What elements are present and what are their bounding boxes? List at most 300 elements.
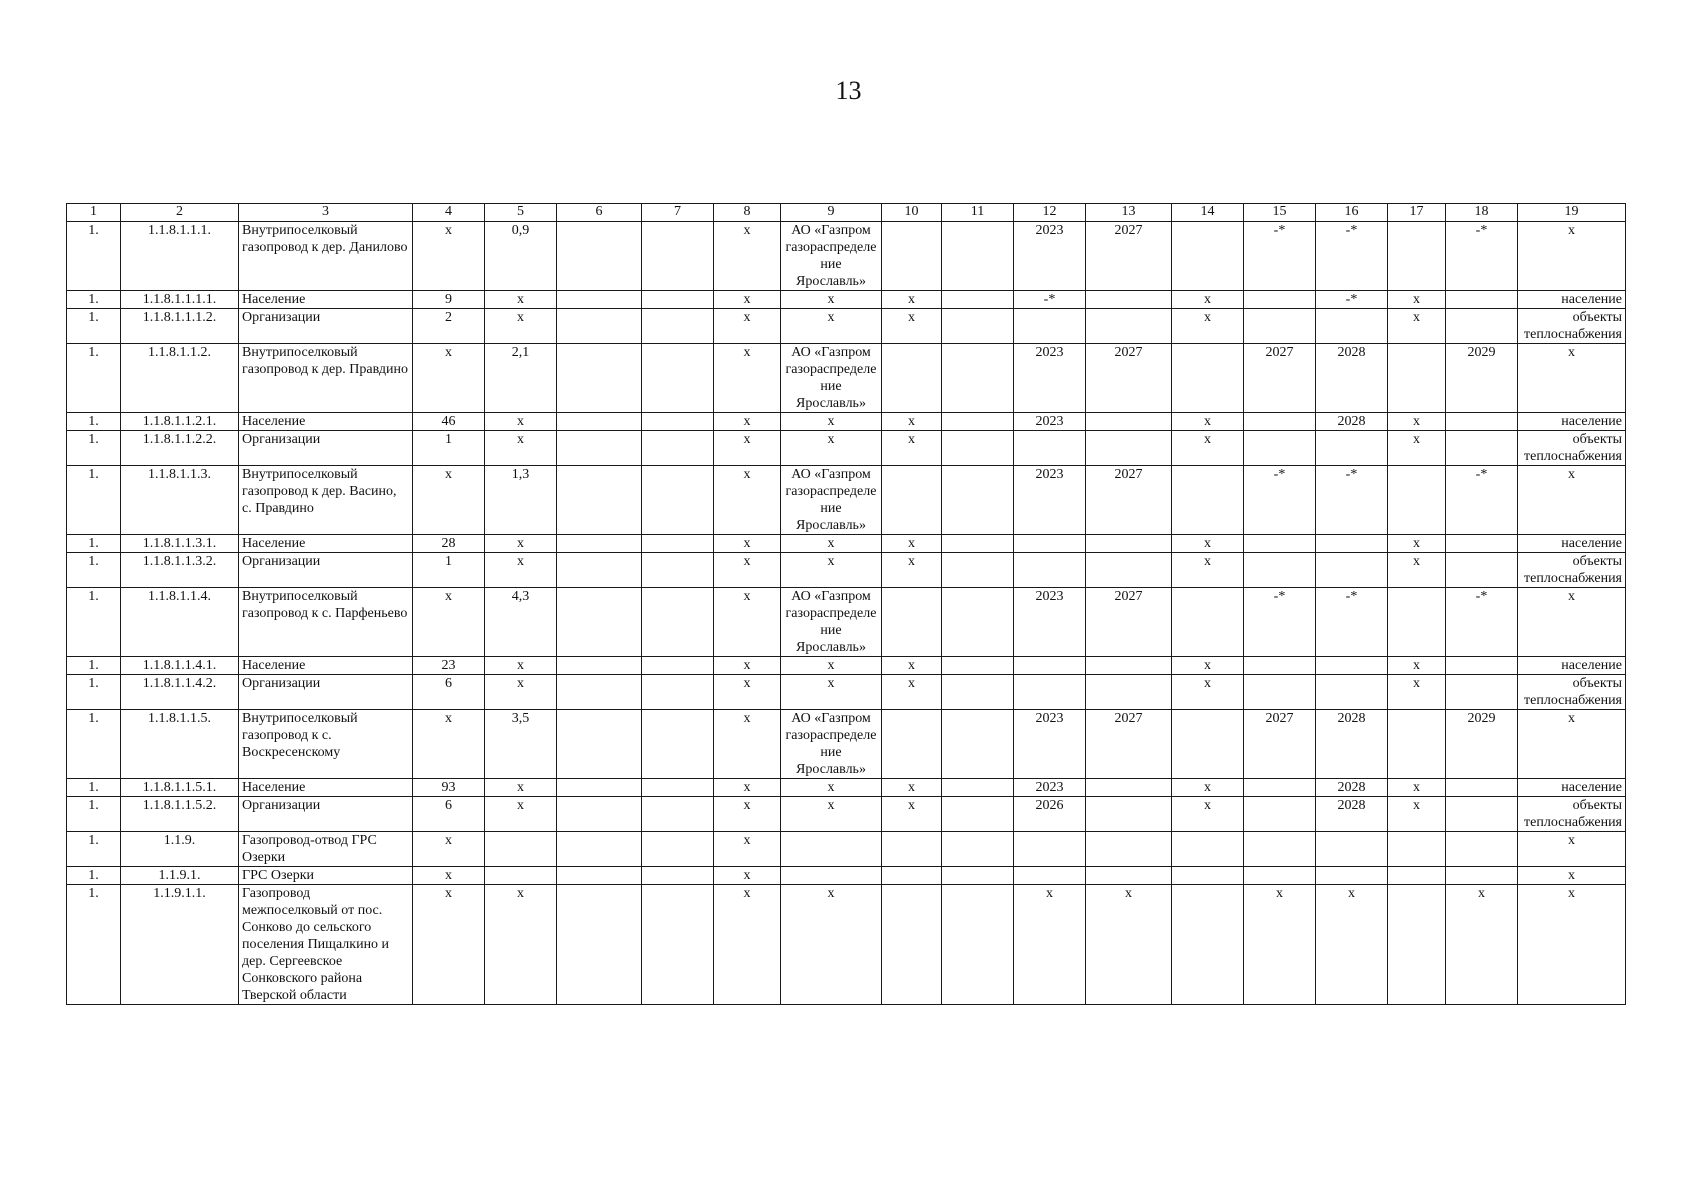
cell-col-18: 2029 — [1446, 344, 1518, 413]
cell-quantity: х — [413, 588, 485, 657]
cell-col-6 — [557, 466, 642, 535]
cell-col-18 — [1446, 832, 1518, 867]
cell-length: х — [485, 797, 557, 832]
cell-col-15: -* — [1244, 466, 1316, 535]
header-cell-18: 18 — [1446, 204, 1518, 222]
cell-col-10: х — [882, 309, 942, 344]
table-row — [67, 779, 1626, 797]
cell-col-14 — [1172, 885, 1244, 1005]
cell-col-14: х — [1172, 657, 1244, 675]
cell-organization: АО «Газпром газораспределение Ярославль» — [781, 466, 882, 535]
cell-col-13 — [1086, 431, 1172, 466]
cell-object-name: Организации — [239, 675, 413, 710]
cell-col-10: х — [882, 431, 942, 466]
cell-col-13 — [1086, 657, 1172, 675]
table-row — [67, 413, 1626, 431]
cell-col-12 — [1014, 832, 1086, 867]
cell-col-13: 2027 — [1086, 710, 1172, 779]
cell-col-12: 2026 — [1014, 797, 1086, 832]
cell-col-8: х — [714, 431, 781, 466]
cell-purpose: объекты теплоснабжения — [1518, 309, 1626, 344]
cell-col-18 — [1446, 535, 1518, 553]
cell-length: х — [485, 657, 557, 675]
cell-quantity: х — [413, 867, 485, 885]
cell-organization: х — [781, 535, 882, 553]
cell-col-13 — [1086, 675, 1172, 710]
cell-col-8: х — [714, 797, 781, 832]
cell-col-18 — [1446, 779, 1518, 797]
cell-col-12: 2023 — [1014, 588, 1086, 657]
cell-purpose: х — [1518, 867, 1626, 885]
header-cell-19: 19 — [1518, 204, 1626, 222]
cell-col-6 — [557, 553, 642, 588]
header-cell-1: 1 — [67, 204, 121, 222]
cell-col-16: х — [1316, 885, 1388, 1005]
cell-col-8: х — [714, 413, 781, 431]
cell-col-7 — [642, 466, 714, 535]
cell-col-7 — [642, 779, 714, 797]
cell-col-8: х — [714, 710, 781, 779]
cell-object-name: Внутрипоселковый газопровод к дер. Васино, с. Правдино — [239, 466, 413, 535]
cell-col-11 — [942, 885, 1014, 1005]
cell-col-15: -* — [1244, 588, 1316, 657]
table-row — [67, 466, 1626, 535]
cell-col-13 — [1086, 535, 1172, 553]
cell-length: х — [485, 431, 557, 466]
header-cell-14: 14 — [1172, 204, 1244, 222]
cell-organization: АО «Газпром газораспределение Ярославль» — [781, 344, 882, 413]
cell-col-12 — [1014, 309, 1086, 344]
page-number: 13 — [835, 76, 862, 105]
cell-col-7 — [642, 885, 714, 1005]
cell-col-12 — [1014, 867, 1086, 885]
header-cell-3: 3 — [239, 204, 413, 222]
header-cell-9: 9 — [781, 204, 882, 222]
cell-col-16 — [1316, 867, 1388, 885]
cell-organization: АО «Газпром газораспределение Ярославль» — [781, 710, 882, 779]
cell-col-18 — [1446, 797, 1518, 832]
header-cell-12: 12 — [1014, 204, 1086, 222]
cell-row-num: 1. — [67, 413, 121, 431]
cell-col-14: х — [1172, 553, 1244, 588]
cell-length — [485, 867, 557, 885]
table-row — [67, 291, 1626, 309]
cell-col-11 — [942, 588, 1014, 657]
cell-col-16: 2028 — [1316, 710, 1388, 779]
cell-col-18 — [1446, 867, 1518, 885]
table-row — [67, 867, 1626, 885]
cell-col-18: 2029 — [1446, 710, 1518, 779]
cell-col-13: 2027 — [1086, 344, 1172, 413]
cell-col-14 — [1172, 466, 1244, 535]
cell-col-10 — [882, 885, 942, 1005]
cell-col-17: х — [1388, 797, 1446, 832]
cell-col-7 — [642, 291, 714, 309]
cell-quantity: 6 — [413, 675, 485, 710]
cell-col-18: -* — [1446, 466, 1518, 535]
cell-col-14: х — [1172, 535, 1244, 553]
cell-row-num: 1. — [67, 291, 121, 309]
cell-item-code: 1.1.8.1.1.5.1. — [121, 779, 239, 797]
cell-col-10 — [882, 588, 942, 657]
cell-col-7 — [642, 832, 714, 867]
cell-col-7 — [642, 588, 714, 657]
table-row — [67, 885, 1626, 1005]
cell-row-num: 1. — [67, 867, 121, 885]
cell-row-num: 1. — [67, 885, 121, 1005]
cell-length: 3,5 — [485, 710, 557, 779]
cell-length: х — [485, 779, 557, 797]
header-cell-16: 16 — [1316, 204, 1388, 222]
cell-col-16: -* — [1316, 588, 1388, 657]
cell-col-10 — [882, 466, 942, 535]
cell-col-10: х — [882, 779, 942, 797]
cell-col-16 — [1316, 535, 1388, 553]
cell-col-8: х — [714, 553, 781, 588]
cell-quantity: 46 — [413, 413, 485, 431]
cell-object-name: Внутрипоселковый газопровод к дер. Правдино — [239, 344, 413, 413]
cell-purpose: объекты теплоснабжения — [1518, 797, 1626, 832]
cell-row-num: 1. — [67, 535, 121, 553]
cell-purpose: х — [1518, 832, 1626, 867]
cell-quantity: х — [413, 710, 485, 779]
cell-object-name: Внутрипоселковый газопровод к с. Воскресенскому — [239, 710, 413, 779]
cell-item-code: 1.1.8.1.1.2.2. — [121, 431, 239, 466]
cell-col-8: х — [714, 309, 781, 344]
table-row — [67, 797, 1626, 832]
cell-purpose: х — [1518, 344, 1626, 413]
table-row — [67, 675, 1626, 710]
cell-col-14: х — [1172, 413, 1244, 431]
cell-length: х — [485, 309, 557, 344]
cell-col-15 — [1244, 291, 1316, 309]
cell-organization: АО «Газпром газораспределение Ярославль» — [781, 588, 882, 657]
cell-col-15 — [1244, 867, 1316, 885]
cell-col-7 — [642, 535, 714, 553]
cell-col-10 — [882, 710, 942, 779]
cell-col-16: 2028 — [1316, 779, 1388, 797]
cell-col-6 — [557, 832, 642, 867]
cell-col-12: 2023 — [1014, 710, 1086, 779]
cell-col-13 — [1086, 413, 1172, 431]
cell-col-6 — [557, 344, 642, 413]
cell-col-18 — [1446, 553, 1518, 588]
cell-col-10: х — [882, 413, 942, 431]
cell-organization: х — [781, 779, 882, 797]
cell-col-11 — [942, 466, 1014, 535]
cell-purpose: х — [1518, 466, 1626, 535]
cell-col-11 — [942, 779, 1014, 797]
cell-item-code: 1.1.8.1.1.2.1. — [121, 413, 239, 431]
cell-col-12 — [1014, 535, 1086, 553]
cell-col-12 — [1014, 431, 1086, 466]
cell-col-17 — [1388, 344, 1446, 413]
cell-purpose: население — [1518, 779, 1626, 797]
cell-col-17: х — [1388, 309, 1446, 344]
cell-col-10: х — [882, 553, 942, 588]
cell-col-15 — [1244, 431, 1316, 466]
cell-col-16: -* — [1316, 466, 1388, 535]
cell-col-13 — [1086, 291, 1172, 309]
cell-organization: х — [781, 413, 882, 431]
cell-length: 2,1 — [485, 344, 557, 413]
cell-col-11 — [942, 867, 1014, 885]
cell-organization: х — [781, 675, 882, 710]
cell-item-code: 1.1.9.1. — [121, 867, 239, 885]
cell-col-10 — [882, 867, 942, 885]
header-row — [67, 204, 1626, 222]
cell-row-num: 1. — [67, 710, 121, 779]
cell-row-num: 1. — [67, 222, 121, 291]
cell-col-11 — [942, 832, 1014, 867]
cell-col-11 — [942, 309, 1014, 344]
cell-col-6 — [557, 222, 642, 291]
cell-col-8: х — [714, 222, 781, 291]
cell-col-11 — [942, 291, 1014, 309]
cell-col-18: -* — [1446, 222, 1518, 291]
header-cell-2: 2 — [121, 204, 239, 222]
table-row — [67, 309, 1626, 344]
table-row — [67, 553, 1626, 588]
header-cell-13: 13 — [1086, 204, 1172, 222]
cell-item-code: 1.1.8.1.1.3.1. — [121, 535, 239, 553]
table-row — [67, 657, 1626, 675]
cell-length: х — [485, 535, 557, 553]
cell-col-12 — [1014, 657, 1086, 675]
cell-col-17: х — [1388, 779, 1446, 797]
cell-col-11 — [942, 710, 1014, 779]
cell-col-8: х — [714, 466, 781, 535]
cell-length: 1,3 — [485, 466, 557, 535]
cell-col-8: х — [714, 657, 781, 675]
cell-col-15 — [1244, 675, 1316, 710]
cell-quantity: х — [413, 885, 485, 1005]
cell-organization: х — [781, 309, 882, 344]
cell-col-14: х — [1172, 291, 1244, 309]
cell-col-16 — [1316, 553, 1388, 588]
table-row — [67, 710, 1626, 779]
cell-organization — [781, 867, 882, 885]
cell-col-12 — [1014, 553, 1086, 588]
cell-organization: х — [781, 553, 882, 588]
cell-object-name: Газопровод межпоселковый от пос. Сонково до сельского поселения Пищалкино и дер. Сергеевское Сонковского района Тверской области — [239, 885, 413, 1005]
cell-col-6 — [557, 797, 642, 832]
cell-purpose: население — [1518, 413, 1626, 431]
cell-col-13 — [1086, 832, 1172, 867]
cell-col-11 — [942, 675, 1014, 710]
cell-col-13 — [1086, 867, 1172, 885]
cell-col-15 — [1244, 309, 1316, 344]
cell-item-code: 1.1.8.1.1.1.2. — [121, 309, 239, 344]
cell-col-10: х — [882, 657, 942, 675]
cell-col-7 — [642, 344, 714, 413]
cell-col-11 — [942, 413, 1014, 431]
cell-col-6 — [557, 431, 642, 466]
cell-col-18 — [1446, 309, 1518, 344]
cell-col-17: х — [1388, 413, 1446, 431]
cell-col-7 — [642, 309, 714, 344]
cell-col-18 — [1446, 291, 1518, 309]
cell-col-16: -* — [1316, 291, 1388, 309]
cell-col-15: х — [1244, 885, 1316, 1005]
cell-col-17: х — [1388, 675, 1446, 710]
header-cell-5: 5 — [485, 204, 557, 222]
cell-quantity: х — [413, 344, 485, 413]
cell-quantity: х — [413, 832, 485, 867]
cell-col-16 — [1316, 657, 1388, 675]
data-table — [66, 203, 1626, 1005]
cell-object-name: Внутрипоселковый газопровод к с. Парфеньево — [239, 588, 413, 657]
cell-length: х — [485, 291, 557, 309]
cell-col-14: х — [1172, 431, 1244, 466]
cell-length: 0,9 — [485, 222, 557, 291]
cell-object-name: Организации — [239, 309, 413, 344]
cell-col-18 — [1446, 657, 1518, 675]
cell-col-10: х — [882, 797, 942, 832]
cell-col-17 — [1388, 588, 1446, 657]
cell-col-11 — [942, 344, 1014, 413]
cell-col-12: 2023 — [1014, 222, 1086, 291]
table-row — [67, 222, 1626, 291]
header-cell-4: 4 — [413, 204, 485, 222]
cell-col-14 — [1172, 588, 1244, 657]
cell-organization: х — [781, 431, 882, 466]
cell-col-12: -* — [1014, 291, 1086, 309]
cell-object-name: ГРС Озерки — [239, 867, 413, 885]
cell-col-12 — [1014, 675, 1086, 710]
cell-length: х — [485, 675, 557, 710]
cell-col-14 — [1172, 832, 1244, 867]
cell-col-8: х — [714, 344, 781, 413]
cell-col-8: х — [714, 535, 781, 553]
cell-organization: АО «Газпром газораспределение Ярославль» — [781, 222, 882, 291]
cell-item-code: 1.1.8.1.1.4. — [121, 588, 239, 657]
cell-col-17 — [1388, 885, 1446, 1005]
cell-quantity: 23 — [413, 657, 485, 675]
cell-col-8: х — [714, 588, 781, 657]
cell-quantity: х — [413, 466, 485, 535]
cell-col-13 — [1086, 797, 1172, 832]
cell-col-14 — [1172, 710, 1244, 779]
cell-col-10 — [882, 832, 942, 867]
cell-item-code: 1.1.9.1.1. — [121, 885, 239, 1005]
cell-col-7 — [642, 797, 714, 832]
cell-object-name: Организации — [239, 797, 413, 832]
cell-length: 4,3 — [485, 588, 557, 657]
cell-col-10: х — [882, 291, 942, 309]
cell-item-code: 1.1.8.1.1.5.2. — [121, 797, 239, 832]
cell-col-7 — [642, 675, 714, 710]
cell-col-16 — [1316, 309, 1388, 344]
cell-col-15 — [1244, 553, 1316, 588]
cell-row-num: 1. — [67, 588, 121, 657]
cell-col-6 — [557, 657, 642, 675]
cell-object-name: Население — [239, 779, 413, 797]
cell-organization: х — [781, 797, 882, 832]
cell-col-12: 2023 — [1014, 466, 1086, 535]
cell-col-16 — [1316, 431, 1388, 466]
cell-col-18 — [1446, 413, 1518, 431]
cell-organization: х — [781, 291, 882, 309]
cell-organization: х — [781, 657, 882, 675]
cell-col-6 — [557, 535, 642, 553]
cell-row-num: 1. — [67, 309, 121, 344]
cell-col-13: х — [1086, 885, 1172, 1005]
table-row — [67, 832, 1626, 867]
cell-col-6 — [557, 710, 642, 779]
header-cell-11: 11 — [942, 204, 1014, 222]
cell-quantity: 2 — [413, 309, 485, 344]
cell-object-name: Организации — [239, 553, 413, 588]
cell-col-15 — [1244, 797, 1316, 832]
cell-item-code: 1.1.8.1.1.4.1. — [121, 657, 239, 675]
table-row — [67, 344, 1626, 413]
cell-col-17 — [1388, 222, 1446, 291]
cell-length: х — [485, 413, 557, 431]
cell-col-12: 2023 — [1014, 344, 1086, 413]
cell-col-11 — [942, 222, 1014, 291]
cell-col-15: -* — [1244, 222, 1316, 291]
cell-col-15: 2027 — [1244, 344, 1316, 413]
cell-purpose: х — [1518, 710, 1626, 779]
cell-item-code: 1.1.8.1.1.3.2. — [121, 553, 239, 588]
cell-col-8: х — [714, 832, 781, 867]
cell-col-17 — [1388, 466, 1446, 535]
cell-col-6 — [557, 779, 642, 797]
cell-col-7 — [642, 710, 714, 779]
cell-col-16 — [1316, 675, 1388, 710]
cell-col-15 — [1244, 779, 1316, 797]
header-cell-8: 8 — [714, 204, 781, 222]
cell-item-code: 1.1.8.1.1.5. — [121, 710, 239, 779]
cell-object-name: Население — [239, 291, 413, 309]
cell-length: х — [485, 885, 557, 1005]
cell-col-13: 2027 — [1086, 466, 1172, 535]
cell-col-10 — [882, 344, 942, 413]
cell-col-11 — [942, 657, 1014, 675]
cell-col-14: х — [1172, 309, 1244, 344]
cell-item-code: 1.1.8.1.1.2. — [121, 344, 239, 413]
cell-col-12: 2023 — [1014, 779, 1086, 797]
cell-col-10 — [882, 222, 942, 291]
cell-col-17: х — [1388, 431, 1446, 466]
cell-col-16: 2028 — [1316, 413, 1388, 431]
cell-col-8: х — [714, 675, 781, 710]
cell-object-name: Газопровод-отвод ГРС Озерки — [239, 832, 413, 867]
cell-item-code: 1.1.9. — [121, 832, 239, 867]
cell-col-8: х — [714, 885, 781, 1005]
cell-col-6 — [557, 885, 642, 1005]
cell-col-14 — [1172, 344, 1244, 413]
cell-item-code: 1.1.8.1.1.3. — [121, 466, 239, 535]
header-cell-10: 10 — [882, 204, 942, 222]
cell-col-14: х — [1172, 779, 1244, 797]
cell-col-16: 2028 — [1316, 797, 1388, 832]
cell-purpose: х — [1518, 222, 1626, 291]
cell-col-18: -* — [1446, 588, 1518, 657]
cell-col-11 — [942, 431, 1014, 466]
cell-col-12: х — [1014, 885, 1086, 1005]
cell-col-14: х — [1172, 797, 1244, 832]
cell-col-16: -* — [1316, 222, 1388, 291]
cell-col-10: х — [882, 675, 942, 710]
cell-object-name: Население — [239, 413, 413, 431]
cell-col-6 — [557, 675, 642, 710]
cell-col-17 — [1388, 710, 1446, 779]
cell-col-6 — [557, 413, 642, 431]
cell-col-13: 2027 — [1086, 222, 1172, 291]
cell-col-11 — [942, 535, 1014, 553]
